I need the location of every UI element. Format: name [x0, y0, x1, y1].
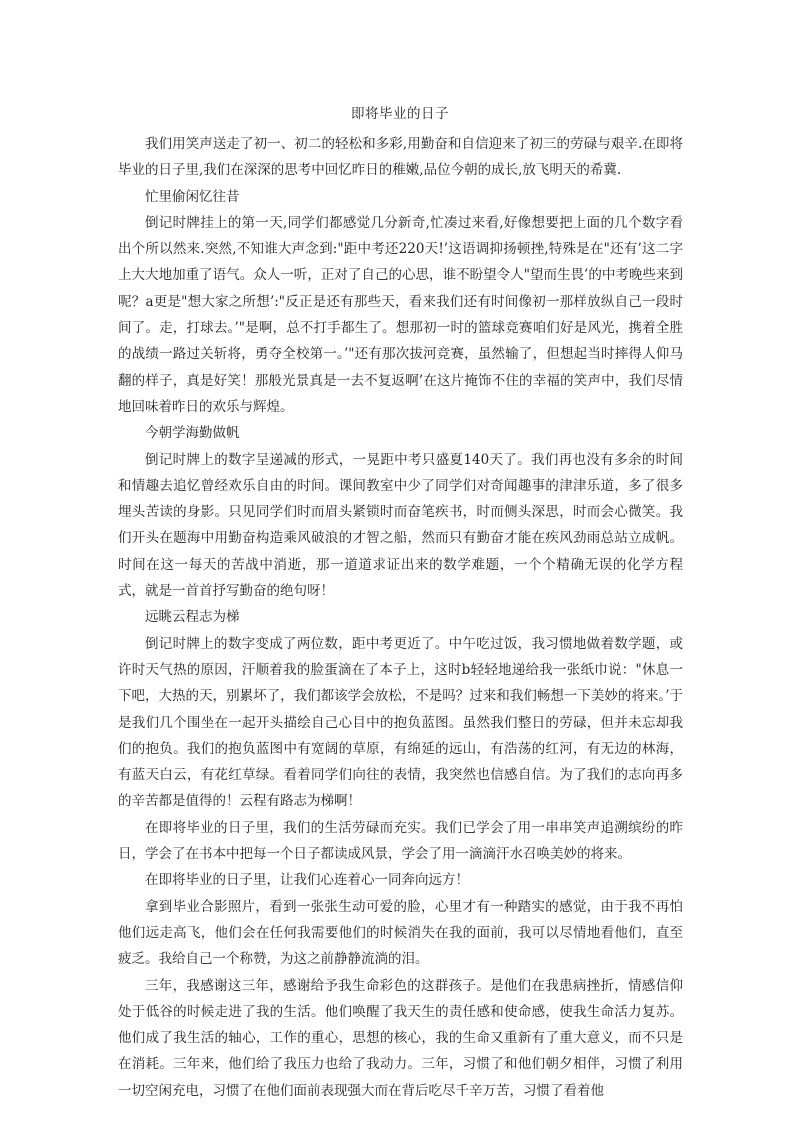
document-title: 即将毕业的日子 [351, 106, 449, 122]
section-heading: 今朝学海勤做帆 [145, 425, 240, 442]
paragraph: 在即将毕业的日子里，让我们心连着心一同奔向远方！ [145, 872, 469, 889]
paragraph: 倒记时牌挂上的第一天,同学们都感觉几分新奇,忙凑过来看,好像想要把上面的几个数字看出个所以然来.突然,不知谁大声念到:"距中考还220天!’这语调抑扬顿挫,特殊是在"还有’这二字上大大地加重了语气。众人一听，正对了自己的心思，谁不盼望令人"望而生畏’的中考晚些来到呢？a更是"想大家之所想’:"反正是还有那些天，看来我们还有时间像初一那样放纵自己一段时间了。走，打球去。’"是啊，总不打手都生了。想那初一时的篮球竞赛咱们好是风光，携着全胜的战绩一路过关斩将，勇夺全校第一。’"还有那次拔河竞赛，虽然输了，但想起当时摔得人仰马翻的样子，真是好笑！那般光景真是一去不复返啊’在这片掩饰不住的幸福的笑声中，我们尽情地回味着昨日的欢乐与辉煌。 [118, 214, 683, 415]
paragraph: 倒记时牌上的数字变成了两位数，距中考更近了。中午吃过饭，我习惯地做着数学题，或许时天气热的原因，汗顺着我的脸蛋滴在了本子上，这时b轻轻地递给我一张纸巾说："休息一下吧，大热的天，别累坏了，我们都该学会放松，不是吗？过来和我们畅想一下美妙的将来。’于是我们几个围坐在一起开头描绘自己心目中的抱负蓝图。虽然我们整日的劳碌，但并未忘却我们的抱负。我们的抱负蓝图中有宽阔的草原，有绵延的远山，有浩荡的红河，有无边的林海，有蓝天白云，有花红草绿。看着同学们向往的表情，我突然也信感自信。为了我们的志向再多的辛苦都是值得的！云程有路志为梯啊！ [118, 635, 683, 810]
paragraph: 拿到毕业合影照片，看到一张张生动可爱的脸，心里才有一种踏实的感觉，由于我不再怕他们远走高飞，他们会在任何我需要他们的时候消失在我的面前，我可以尽情地看他们，直至疲乏。我给自己一个称赞，为这之前静静流淌的泪。 [118, 898, 683, 968]
paragraph: 在即将毕业的日子里，我们的生活劳碌而充实。我们已学会了用一串串笑声追溯缤纷的昨日，学会了在书本中把每一个日子都读成风景，学会了用一滴滴汗水召唤美妙的将来。 [118, 819, 683, 863]
paragraph: 倒记时牌上的数字呈递减的形式，一晃距中考只盛夏140天了。我们再也没有多余的时间和情趣去追忆曾经欢乐自由的时间。课间教室中少了同学们对奇闻趣事的津津乐道，多了很多埋头苦读的身影。只见同学们时而眉头紧锁时而奋笔疾书，时而侧头深思，时而会心微笑。我们开头在题海中用勤奋构造乘风破浪的才智之船，然而只有勤奋才能在疾风劲雨总站立成帆。时间在这一每天的苦战中消逝，那一道道求证出来的数学难题，一个个精确无误的化学方程式，就是一首首抒写勤奋的绝句呀！ [118, 451, 683, 600]
section-heading: 忙里偷闲忆往昔 [145, 188, 240, 205]
paragraph: 三年，我感谢这三年，感谢给予我生命彩色的这群孩子。是他们在我患病挫折，情感信仰处于低谷的时候走进了我的生活。他们唤醒了我天生的责任感和使命感，使我生命活力复苏。他们成了我生活的轴心，工作的重心，思想的核心，我的生命又重新有了重大意义，而不只是在消耗。三年来，他们给了我压力也给了我动力。三年，习惯了和他们朝夕相伴，习惯了利用一切空闲充电，习惯了在他们面前表现强大而在背后吃尽千辛万苦，习惯了看着他 [118, 977, 683, 1099]
paragraph: 我们用笑声送走了初一、初二的轻松和多彩,用勤奋和自信迎来了初三的劳碌与艰辛.在即将毕业的日子里,我们在深深的思考中回忆昨日的稚嫩,品位今朝的成长,放飞明天的希冀. [118, 136, 683, 179]
section-heading: 远眺云程志为梯 [145, 609, 240, 626]
document-body [118, 131, 683, 1104]
